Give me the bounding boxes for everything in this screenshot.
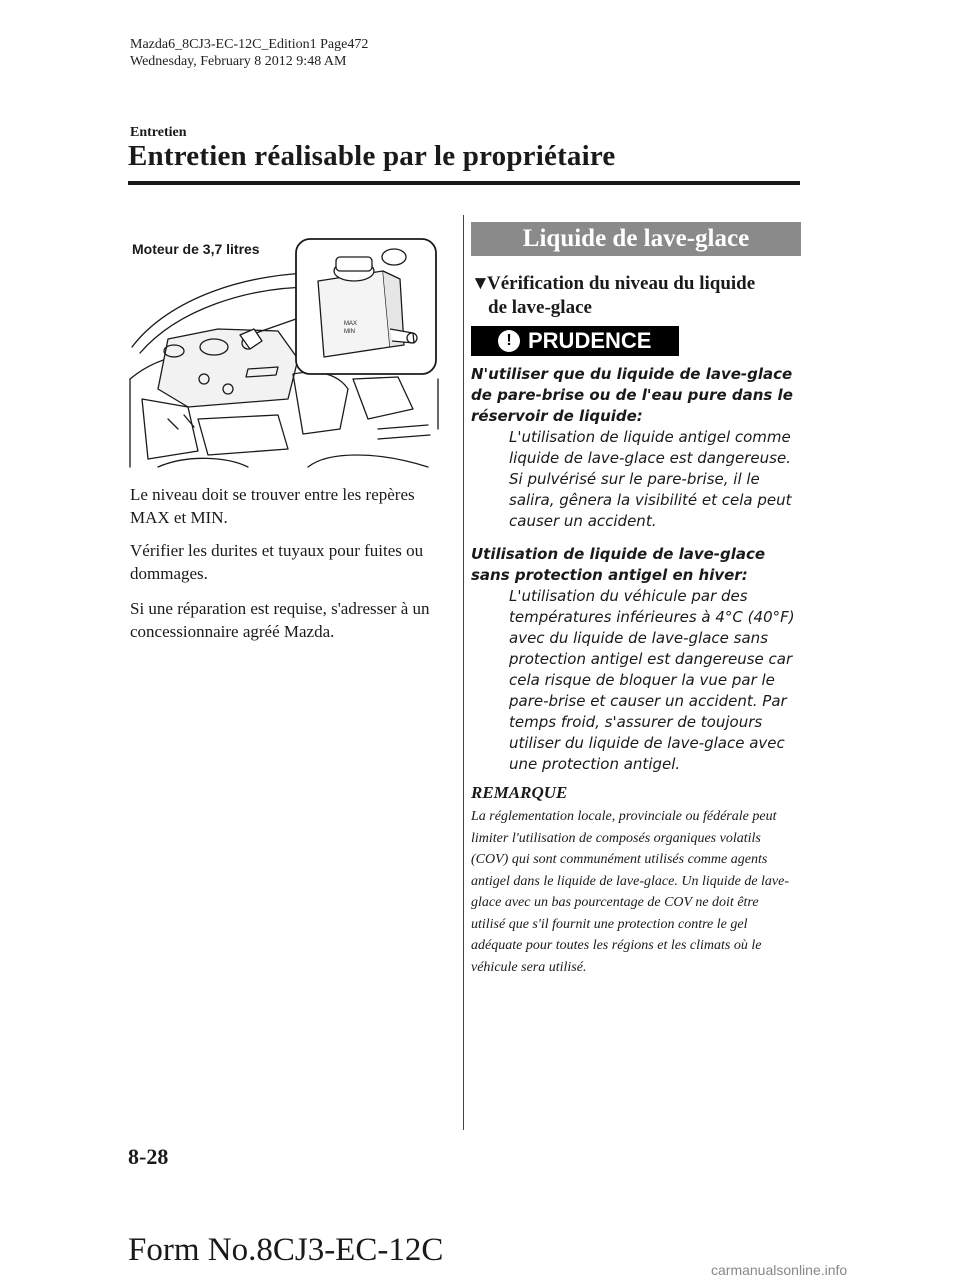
form-number: Form No.8CJ3-EC-12C — [128, 1232, 444, 1268]
warning-2-lead: Utilisation de liquide de lave-glace sans protection antigel en hiver: — [471, 545, 766, 584]
subheading-line2: de lave-glace — [488, 297, 592, 318]
warning-2-body: L'utilisation du véhicule par des températures inférieures à 4°C (40°F) avec du liquide de lave-glace sans protection antigel est dangereuse car cela risque de bloquer la vue par le pare-brise et causer un accident. Par temps froid, s'assurer de toujours utiliser du liquide de lave-glace avec une protection antigel. — [509, 587, 795, 773]
exclamation-icon: ! — [498, 330, 520, 352]
engine-drawing-svg — [128, 229, 440, 469]
paragraph-hoses: Vérifier les durites et tuyaux pour fuites ou dommages. — [130, 541, 424, 583]
site-watermark: carmanualsonline.info — [711, 1262, 848, 1278]
engine-bay-illustration — [128, 229, 440, 469]
caution-banner — [471, 326, 679, 356]
warning-1-body: L'utilisation de liquide antigel comme liquide de lave-glace est dangereuse. Si pulvérisé sur le pare-brise, il le salira, gênera la visibilité et cela peut causer un accident. — [509, 428, 792, 530]
subheading-line1: Vérification du niveau du liquide — [487, 273, 756, 294]
tank-max-mark: MAX — [344, 321, 358, 327]
triangle-bullet-icon: ▼ — [471, 273, 490, 294]
note-text: La réglementation locale, provinciale ou fédérale peut limiter l'utilisation de composés organiques volatils (COV) qui sont communément utilisés comme agents antigel dans le liquide de lave-glace. Un liquide de lave-glace avec un bas pourcentage de COV ne doit être utilisé que s'il fournit une protection contre le gel adéquate pour toutes les régions et les climats où le véhicule sera utilisé. — [471, 809, 790, 975]
print-metadata-line1: Mazda6_8CJ3-EC-12C_Edition1 Page472 — [130, 37, 369, 52]
print-metadata-line2: Wednesday, February 8 2012 9:48 AM — [130, 54, 347, 69]
page-title: Entretien réalisable par le propriétaire — [128, 140, 616, 172]
tank-min-mark: MIN — [344, 329, 355, 335]
section-label: Entretien — [130, 125, 187, 140]
subheading — [471, 272, 801, 320]
warning-block-2 — [471, 544, 801, 775]
note-title: REMARQUE — [471, 783, 568, 802]
title-rule — [128, 181, 800, 185]
print-metadata — [130, 36, 368, 70]
warning-block-1 — [471, 364, 801, 532]
paragraph-repair: Si une réparation est requise, s'adresser à un concessionnaire agréé Mazda. — [130, 599, 430, 641]
section-banner: Liquide de lave-glace — [471, 222, 801, 256]
paragraph-level: Le niveau doit se trouver entre les repères MAX et MIN. — [130, 485, 415, 527]
caution-label: PRUDENCE — [528, 328, 652, 353]
warning-1-lead: N'utiliser que du liquide de lave-glace de pare-brise ou de l'eau pure dans le réservoir de liquide: — [471, 365, 793, 425]
page-number: 8-28 — [128, 1144, 169, 1169]
column-divider — [463, 215, 464, 1130]
washer-tank — [318, 271, 390, 357]
figure-label: Moteur de 3,7 litres — [132, 241, 260, 257]
